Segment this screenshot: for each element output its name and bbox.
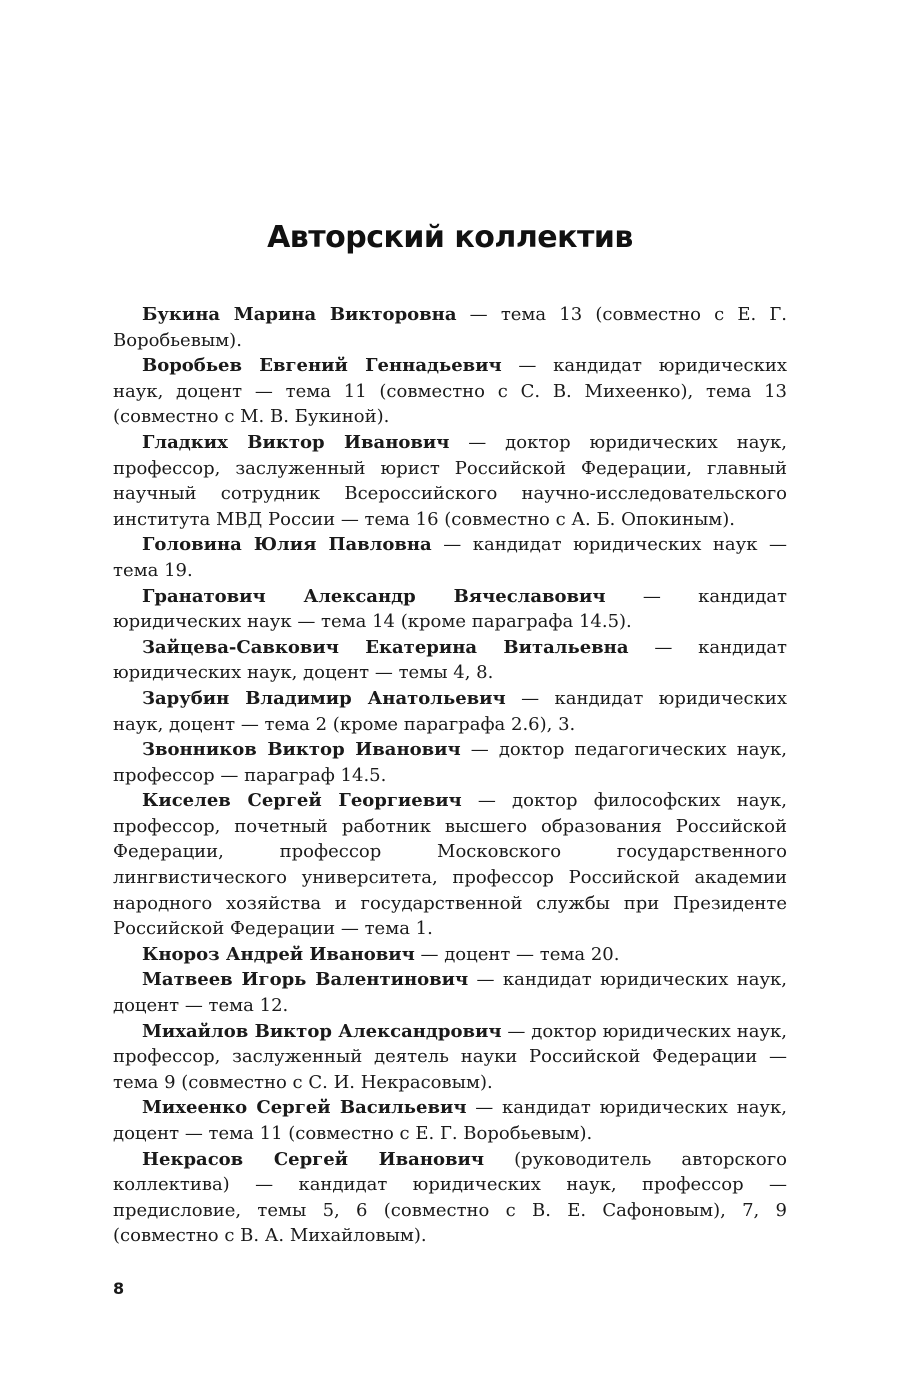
author-name: Гладких Виктор Иванович — [142, 431, 450, 453]
author-name: Зайцева-Савкович Екатерина Витальевна — [142, 636, 629, 658]
author-entry — [113, 967, 787, 1018]
author-name: Звонников Виктор Иванович — [142, 739, 461, 761]
author-entry — [113, 584, 787, 635]
author-description: — кандидат юридических наук — тема 14 (кроме параграфа 14.5). — [113, 585, 788, 633]
author-description: — доктор юридических наук, профессор, заслуженный юрист Российской Федерации, главный научный сотрудник Всероссийского научно-исследовательского института МВД России — тема 16 (совместно с А. Б. Опокиным). — [113, 431, 787, 530]
author-name: Головина Юлия Павловна — [142, 534, 432, 556]
author-description: — кандидат юридических наук — тема 19. — [113, 534, 788, 581]
author-description: — доцент — тема 20. — [414, 943, 620, 965]
author-entry — [113, 635, 787, 686]
author-entry — [113, 302, 787, 353]
author-name: Некрасов Сергей Иванович — [142, 1148, 485, 1170]
author-entry — [113, 353, 787, 430]
author-description: — кандидат юридических наук, доцент — тема 11 (совместно с С. В. Михеенко), тема 13 (совместно с М. В. Букиной). — [113, 355, 787, 428]
author-entry — [113, 1147, 787, 1249]
author-name: Матвеев Игорь Валентинович — [142, 969, 469, 991]
author-entry — [113, 1019, 787, 1096]
author-name: Воробьев Евгений Геннадьевич — [142, 355, 502, 377]
author-description: — тема 13 (совместно с Е. Г. Воробьевым). — [113, 304, 787, 351]
author-entry — [113, 430, 787, 532]
page-title: Авторский коллектив — [267, 220, 633, 255]
author-description: — кандидат юридических наук, доцент — тема 12. — [113, 969, 788, 1017]
author-list — [113, 302, 787, 1249]
author-entry — [113, 737, 787, 788]
author-description: — доктор философских наук, профессор, почетный работник высшего образования Российской Федерации, профессор Московского государственного лингвистического университета, профессор Российской академии народного хозяйства и государственной службы при Президенте Российской Федерации — тема 1. — [113, 790, 787, 940]
author-name: Киселев Сергей Георгиевич — [142, 790, 462, 812]
author-description: — доктор педагогических наук, профессор — параграф 14.5. — [113, 739, 787, 786]
author-description: — кандидат юридических наук, доцент — темы 4, 8. — [113, 636, 787, 684]
author-entry — [113, 942, 787, 968]
author-description: (руководитель авторского коллектива) — кандидат юридических наук, профессор — предисловие, темы 5, 6 (совместно с В. Е. Сафоновым), 7, 9 (совместно с В. А. Михайловым). — [113, 1148, 787, 1247]
author-description: — доктор юридических наук, профессор, заслуженный деятель науки Российской Федерации — тема 9 (совместно с С. И. Некрасовым). — [113, 1020, 788, 1093]
author-entry — [113, 788, 787, 942]
author-name: Кнороз Андрей Иванович — [142, 943, 415, 965]
author-description: — кандидат юридических наук, доцент — тема 11 (совместно с Е. Г. Воробьевым). — [113, 1097, 787, 1144]
author-entry — [113, 686, 787, 737]
author-entry — [113, 1095, 787, 1146]
author-name: Букина Марина Викторовна — [142, 304, 457, 325]
page-number: 8 — [113, 1279, 125, 1298]
author-name: Гранатович Александр Вячеславович — [142, 585, 606, 607]
author-name: Михайлов Виктор Александрович — [142, 1020, 502, 1042]
author-name: Зарубин Владимир Анатольевич — [142, 687, 506, 709]
author-name: Михеенко Сергей Васильевич — [142, 1097, 467, 1119]
author-entry — [113, 532, 787, 583]
author-description: — кандидат юридических наук, доцент — тема 2 (кроме параграфа 2.6), 3. — [113, 687, 787, 735]
